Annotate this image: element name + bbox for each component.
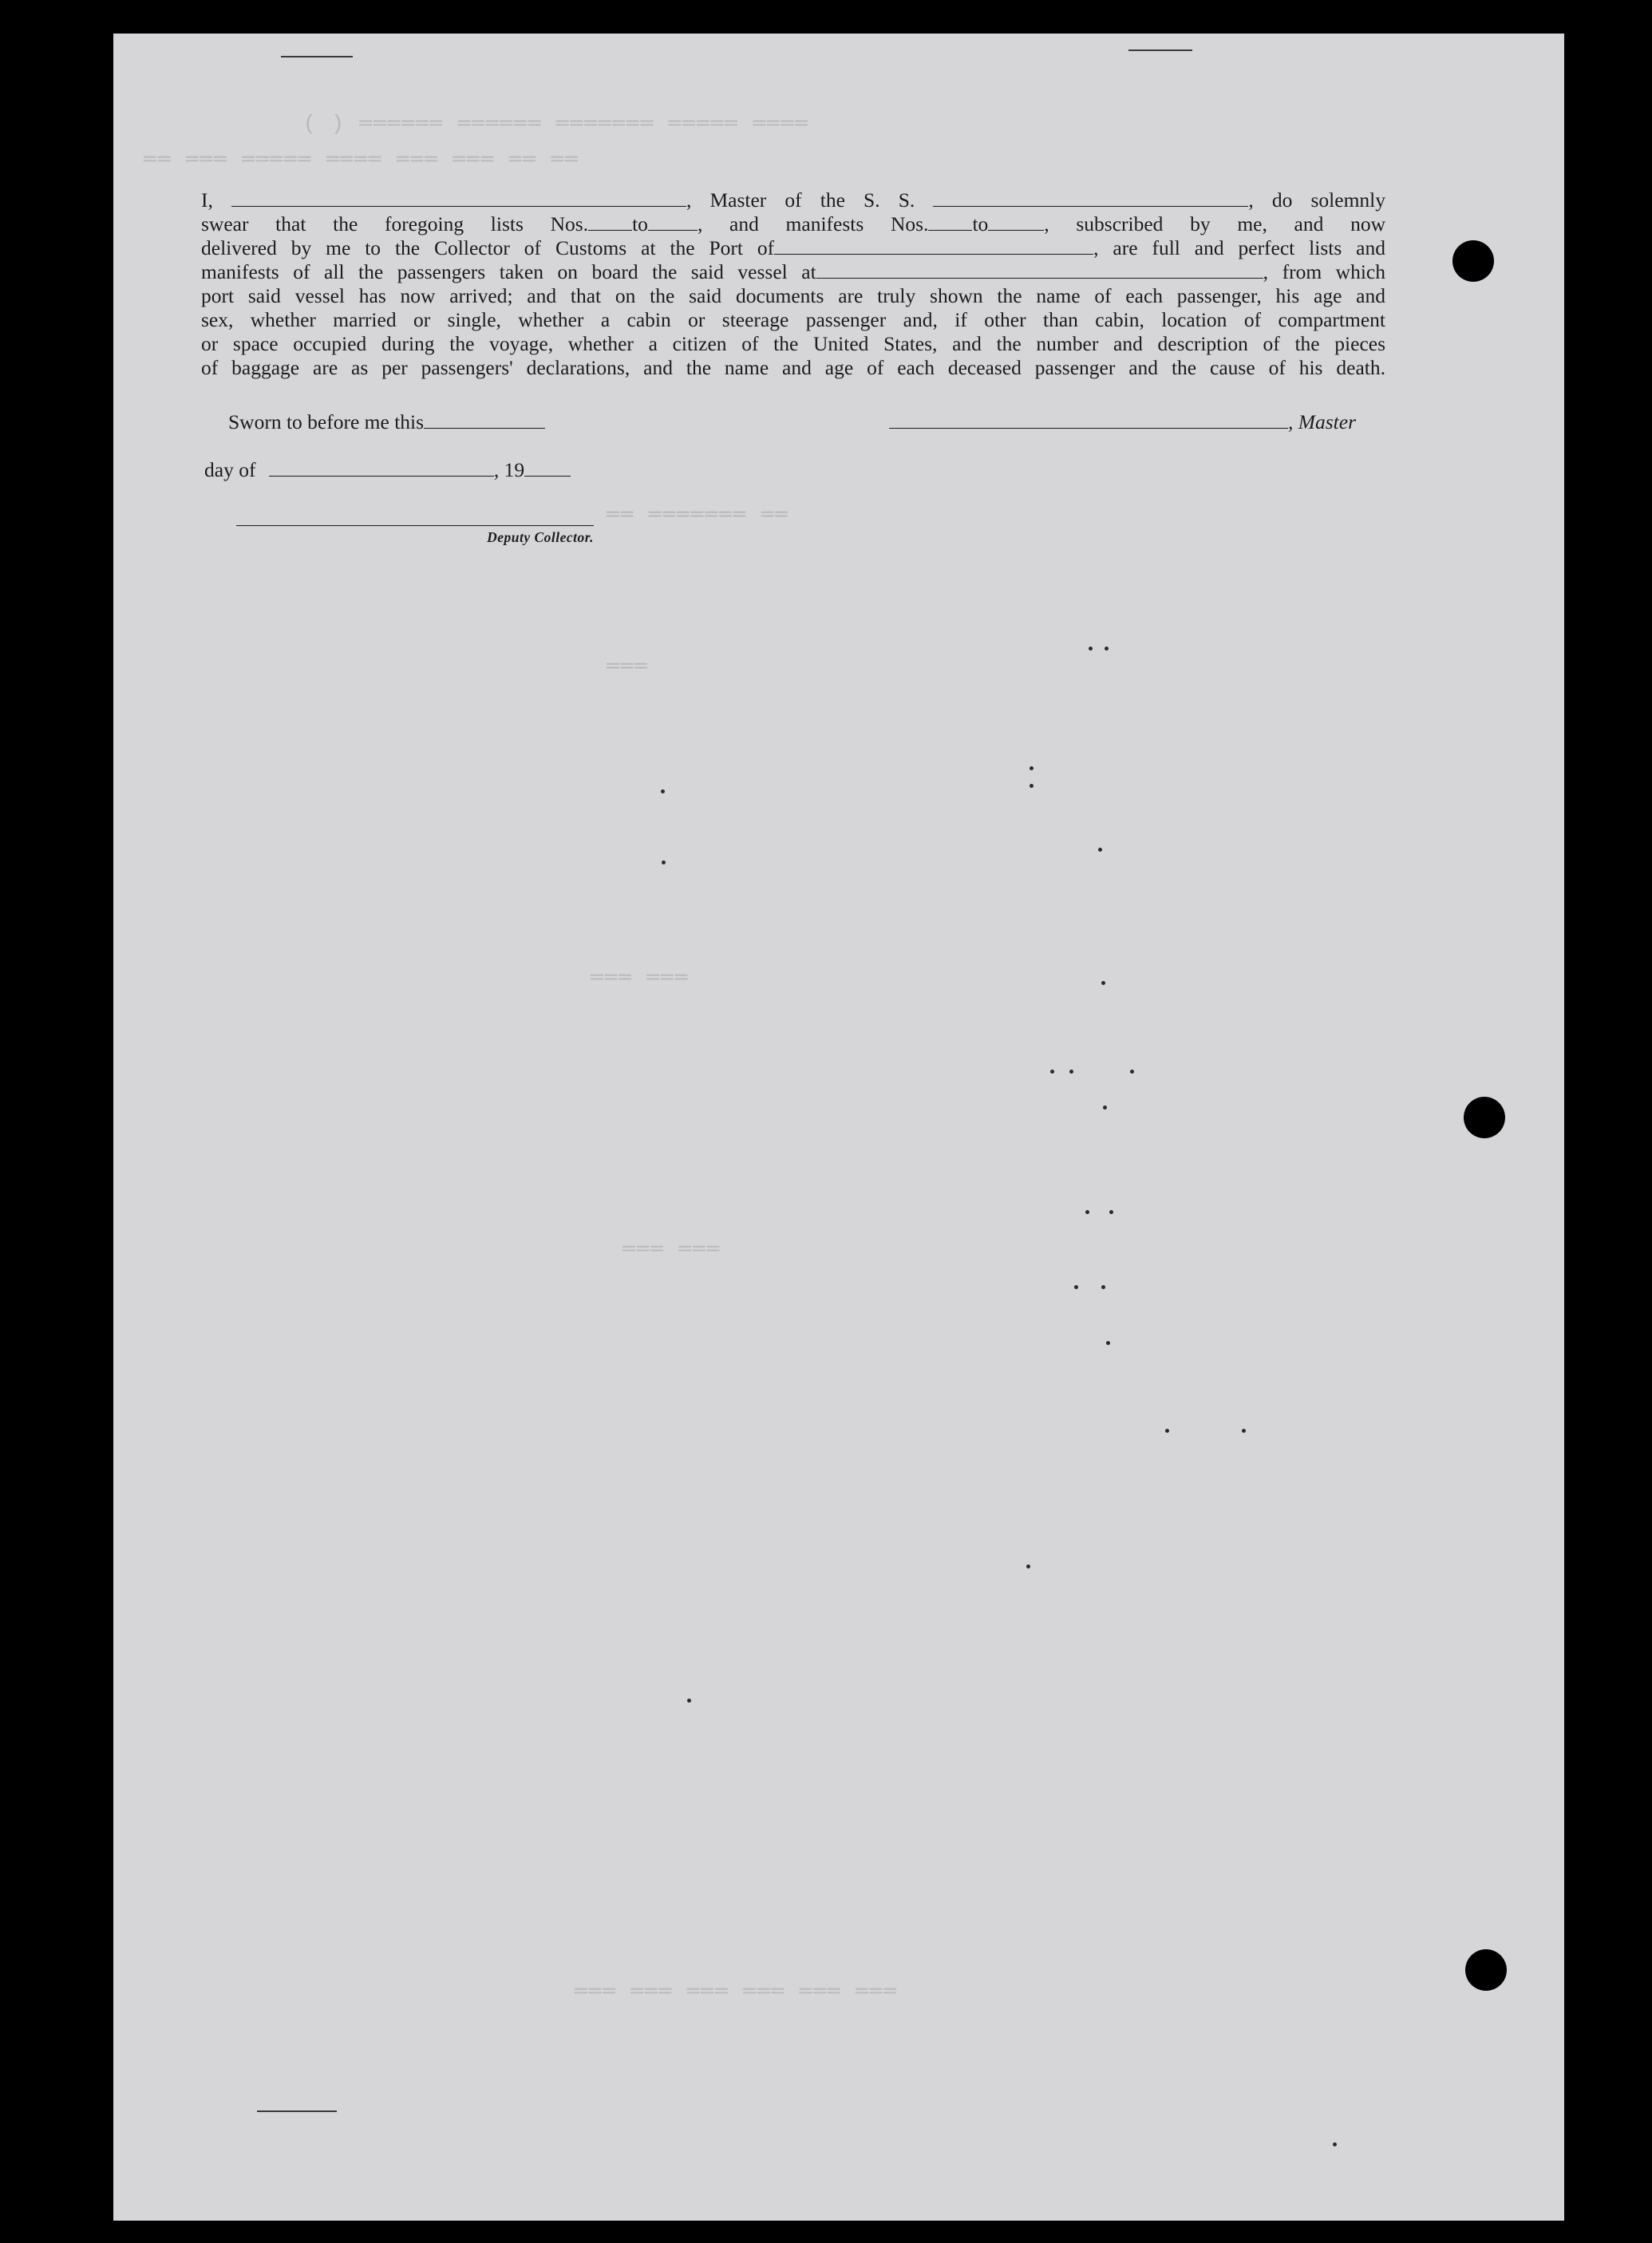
sworn-label: Sworn to before me this	[228, 410, 425, 433]
master-label: , Master	[1288, 410, 1356, 433]
oath-text: , and manifests Nos.	[697, 212, 929, 235]
deputy-collector-label: Deputy Collector.	[487, 529, 594, 545]
bleed-through-text: ═══ ═══	[591, 966, 690, 990]
scan-speck	[661, 789, 665, 793]
manifests-to-blank[interactable]	[988, 214, 1044, 231]
scan-speck	[1085, 1210, 1089, 1214]
bleed-through-text: ══ ═══ ═════ ════ ═══ ═══ ══ ══	[144, 148, 579, 172]
day-of-label: day of	[204, 458, 256, 481]
oath-text: swear that the foregoing lists Nos.	[201, 212, 589, 235]
scan-speck	[1165, 1429, 1169, 1433]
scan-speck	[1242, 1429, 1246, 1433]
scan-speck	[1026, 1565, 1030, 1569]
binder-hole-middle	[1464, 1097, 1505, 1138]
scan-speck	[1074, 1285, 1078, 1289]
lists-from-blank[interactable]	[588, 214, 632, 231]
scan-mark	[281, 56, 353, 57]
oath-line-8: of baggage are as per passengers' declarations, and the name and age of each deceased passenger and the cause of his death.	[201, 356, 1385, 379]
bleed-through-text: ══ ═══════ ══	[607, 503, 789, 527]
scan-speck	[1050, 1070, 1054, 1074]
scan-speck	[1030, 766, 1033, 770]
oath-text: , from which	[1263, 260, 1385, 283]
deputy-signature-blank[interactable]	[236, 511, 594, 526]
manifests-from-blank[interactable]	[928, 214, 972, 231]
oath-line-1	[201, 188, 1385, 212]
year-blank[interactable]	[524, 460, 571, 477]
oath-text: I,	[201, 188, 213, 212]
scan-speck	[1101, 1285, 1105, 1289]
lists-to-blank[interactable]	[648, 214, 698, 231]
oath-text: , subscribed by me, and now	[1044, 212, 1385, 235]
scan-speck	[1103, 1106, 1107, 1110]
oath-line-4	[201, 260, 1385, 284]
bleed-through-text: ═══ ═══ ═══ ═══ ═══ ═══	[575, 1980, 898, 2004]
scan-speck	[1030, 784, 1033, 788]
scan-speck	[1333, 2142, 1337, 2146]
oath-text: , Master of the S. S.	[686, 188, 915, 212]
oath-line-3	[201, 236, 1385, 260]
oath-text: , are full and perfect lists and	[1093, 236, 1385, 259]
binder-hole-bottom	[1465, 1949, 1507, 1991]
scan-speck	[1109, 1210, 1113, 1214]
scan-speck	[687, 1699, 691, 1703]
master-signature-blank[interactable]	[889, 412, 1288, 429]
scan-speck	[1130, 1070, 1134, 1074]
scan-speck	[662, 860, 666, 864]
oath-text: delivered by me to the Collector of Customs at the Port of	[201, 236, 775, 259]
day-of-line	[204, 458, 571, 482]
oath-text: manifests of all the passengers taken on board the said vessel at	[201, 260, 816, 283]
scan-speck	[1106, 1341, 1110, 1345]
oath-line-7: or space occupied during the voyage, whether a citizen of the United States, and the number and description of the pieces	[201, 332, 1385, 355]
oath-line-2	[201, 212, 1385, 236]
binder-hole-top	[1452, 240, 1494, 282]
bleed-through-text: ═══ ═══	[622, 1237, 721, 1261]
oath-line-6: sex, whether married or single, whether a cabin or steerage passenger and, if other than cabin, location of compartment	[201, 308, 1385, 331]
departure-port-blank[interactable]	[816, 262, 1263, 279]
bleed-through-text: ═══	[607, 655, 649, 678]
year-prefix: , 19	[493, 458, 525, 481]
scan-speck	[1098, 848, 1102, 852]
scan-mark	[1128, 49, 1192, 51]
oath-text: to	[632, 212, 648, 235]
month-blank[interactable]	[269, 460, 494, 477]
bleed-through-text: ( ) ══════ ══════ ═══════ ═════ ════	[303, 112, 809, 136]
oath-text: , do solemnly	[1248, 188, 1386, 212]
scan-speck	[1069, 1070, 1073, 1074]
scan-speck	[1089, 647, 1093, 651]
sworn-date-blank[interactable]	[424, 412, 545, 429]
scan-speck	[1101, 981, 1105, 985]
deputy-collector-signature	[236, 511, 594, 546]
ship-name-blank[interactable]	[933, 190, 1248, 207]
port-blank[interactable]	[774, 238, 1093, 255]
sworn-line	[228, 410, 545, 434]
oath-text: to	[972, 212, 989, 235]
master-signature	[889, 410, 1356, 434]
oath-paragraph	[201, 188, 1385, 380]
scan-speck	[1105, 647, 1109, 651]
scan-mark	[257, 2110, 337, 2112]
oath-line-5: port said vessel has now arrived; and that on the said documents are truly shown the name of each passenger, his age and	[201, 284, 1385, 307]
master-name-blank[interactable]	[231, 190, 686, 207]
